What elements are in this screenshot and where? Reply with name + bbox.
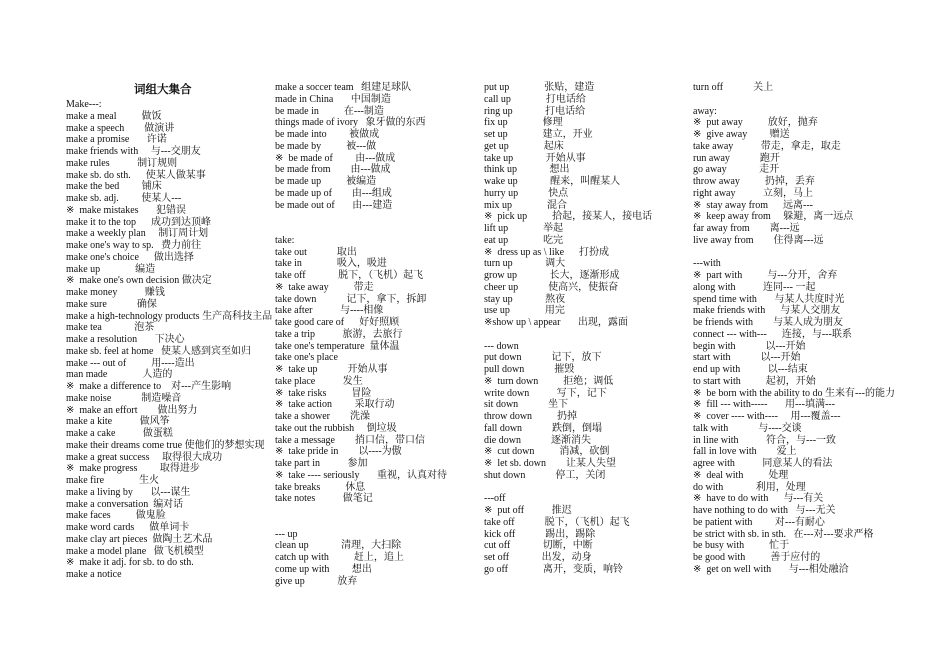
phrase-entry: get up 起床	[484, 140, 564, 152]
phrase-entry: fall down 跌倒，倒塌	[484, 422, 603, 434]
phrase-entry: ※ let sb. down 让某人失望	[484, 458, 616, 469]
phrase-entry: be made out of 由---建造	[275, 199, 393, 211]
phrase-entry: use up 用完	[484, 305, 565, 317]
phrase-entry: pull down 摧毁	[484, 364, 575, 375]
phrase-entry: ※ turn down 拒绝；调低	[484, 375, 614, 387]
phrase-entry: stay up 熬夜	[484, 293, 566, 305]
column-4	[693, 82, 903, 576]
phrase-entry: make a kite 做风筝	[66, 416, 170, 428]
phrase-entry: make sb. adj. 使某人---	[66, 193, 182, 204]
phrase-entry: go away 走开	[693, 164, 780, 176]
phrase-entry: make up 编造	[66, 263, 156, 275]
phrase-entry: take a message 捎口信，带口信	[275, 434, 425, 446]
phrase-entry: take breaks 休息	[275, 481, 366, 493]
phrase-entry: give up 放弃	[275, 575, 358, 587]
phrase-entry: make faces 做鬼脸	[66, 510, 166, 522]
spacer	[693, 94, 903, 106]
phrase-entry: ※ have to do with 与---有关	[693, 493, 824, 505]
phrase-entry: connect --- with--- 连接，与---联系	[693, 328, 852, 340]
phrase-entry: make a meal 做饭	[66, 110, 162, 122]
phrase-entry: take off 脱下，（飞机）起飞	[275, 270, 424, 281]
phrase-entry: away:	[693, 105, 717, 117]
phrase-entry: things made of ivory 象牙做的东西	[275, 117, 426, 129]
phrase-entry: make noise 制造噪音	[66, 392, 182, 404]
column-2	[275, 82, 475, 587]
phrase-entry: ※ deal with 处理	[693, 469, 789, 481]
document-title: 词组大集合	[134, 84, 192, 96]
phrase-entry: right away 立刻，马上	[693, 187, 813, 199]
phrase-entry: ※ put off 推迟	[484, 505, 572, 516]
phrase-entry: be patient with 对---有耐心	[693, 516, 825, 528]
phrase-entry: take in 吸入，吸进	[275, 258, 387, 270]
phrase-entry: eat up 吃完	[484, 234, 564, 246]
phrase-entry: turn off 关上	[693, 82, 774, 93]
phrase-entry: take out the rubbish 倒垃圾	[275, 422, 397, 434]
phrase-entry: be strict with sb. in sth. 在---对---要求严格	[693, 528, 874, 540]
phrase-entry: call up 打电话给	[484, 93, 586, 105]
phrase-entry: kick off 踢出，踢除	[484, 528, 596, 540]
phrase-entry: talk with 与----交谈	[693, 422, 802, 434]
phrase-entry: grow up 长大，逐渐形成	[484, 270, 620, 281]
phrase-entry: start with 以---开始	[693, 352, 801, 364]
phrase-entry: ※ make a difference to 对---产生影响	[66, 381, 232, 392]
phrase-entry: make money 赚钱	[66, 287, 165, 298]
phrase-entry: take part in 参加	[275, 458, 368, 469]
phrase-entry: take away 带走，拿走，取走	[693, 140, 841, 152]
phrase-entry: catch up with 赶上，追上	[275, 552, 404, 563]
phrase-entry: make a weekly plan 制订周计划	[66, 228, 209, 240]
phrase-entry: ※ make it adj. for sb. to do sth.	[66, 557, 194, 569]
phrase-entry: mix up 混合	[484, 199, 568, 211]
phrase-entry: be made into 被做成	[275, 129, 380, 140]
phrase-entry: make a soccer team 组建足球队	[275, 82, 412, 93]
phrase-entry: make the bed 铺床	[66, 181, 162, 193]
phrase-entry: run away 跑开	[693, 152, 780, 164]
phrase-entry: ※ get on well with 与---相处融洽	[693, 563, 849, 575]
phrase-entry: man made 人造的	[66, 369, 173, 381]
phrase-entry: along with 连同--- 一起	[693, 281, 816, 293]
phrase-entry: ※ keep away from 躲避，离一远点	[693, 211, 854, 223]
phrase-entry: ※ put away 放好，抛弃	[693, 117, 818, 129]
phrase-entry: make clay art pieces 做陶土艺术品	[66, 533, 213, 545]
phrase-entry: agree with 同意某人的看法	[693, 458, 833, 469]
phrase-entry: be made by 被---做	[275, 140, 377, 152]
phrase-entry: ※show up \ appear 出现，露面	[484, 317, 628, 328]
phrase-entry: be friends with 与某人成为朋友	[693, 317, 843, 328]
phrase-entry: make one's choice 做出选择	[66, 251, 194, 263]
phrase-entry: turn up 调大	[484, 258, 566, 270]
phrase-entry: go off 离开，变质，响铃	[484, 563, 623, 575]
phrase-entry: put down 记下，放下	[484, 352, 602, 364]
phrase-entry: make one's way to sp. 费力前往	[66, 240, 202, 251]
phrase-entry: ※ stay away from 远离---	[693, 199, 814, 211]
phrase-entry: ※ take action 采取行动	[275, 399, 395, 411]
phrase-entry: take notes 做笔记	[275, 493, 373, 505]
phrase-entry: make a speech 做演讲	[66, 122, 175, 134]
phrase-entry: lift up 举起	[484, 223, 564, 234]
phrase-entry: hurry up 快点	[484, 187, 569, 199]
spacer	[275, 211, 475, 223]
phrase-entry: end up with 以---结束	[693, 364, 808, 375]
phrase-entry: die down 逐渐消失	[484, 434, 591, 446]
phrase-entry: clean up 清理，大扫除	[275, 540, 402, 552]
phrase-entry: take:	[275, 234, 295, 246]
phrase-entry: make a great success 取得很大成功	[66, 451, 223, 463]
phrase-entry: begin with 以---开始	[693, 340, 806, 352]
phrase-entry: ※ be born with the ability to do 生来有---的能力	[693, 387, 895, 399]
phrase-entry: be made up of 由---组成	[275, 187, 392, 199]
phrase-entry: make a resolution 下决心	[66, 334, 185, 345]
phrase-entry: take down 记下，拿下，拆卸	[275, 293, 427, 305]
phrase-entry: ※ take pride in 以----为傲	[275, 446, 402, 458]
phrase-entry: make a model plane 做飞机模型	[66, 545, 204, 557]
phrase-entry: made in China 中国制造	[275, 93, 391, 105]
phrase-entry: take out 取出	[275, 246, 357, 258]
phrase-entry: make friends with 与某人交朋友	[693, 305, 841, 317]
phrase-entry: in line with 符合，与---一致	[693, 434, 837, 446]
phrase-entry: ---with	[693, 258, 721, 270]
phrase-entry: shut down 停工，关闭	[484, 469, 606, 481]
column-3	[484, 82, 689, 576]
phrase-entry: ※ fill --- with----- 用---填满---	[693, 399, 835, 411]
phrase-entry: have nothing to do with 与---无关	[693, 505, 836, 516]
phrase-entry: do with 利用，处理	[693, 481, 806, 493]
phrase-entry: make a promise 许诺	[66, 134, 167, 146]
phrase-entry: throw down 扔掉	[484, 411, 578, 422]
phrase-entry: think up 想出	[484, 164, 570, 176]
phrase-entry: spend time with 与某人共度时光	[693, 293, 845, 305]
phrase-entry: take place 发生	[275, 375, 363, 387]
spacer	[693, 247, 903, 259]
phrase-entry: ※ cover ---- with---- 用---覆盖---	[693, 411, 841, 422]
phrase-entry: be good with 善于应付的	[693, 552, 821, 563]
phrase-entry: make tea 泡茶	[66, 322, 155, 334]
phrase-entry: ※ take risks 冒险	[275, 387, 372, 399]
phrase-entry: ※ make one's own decision 做决定	[66, 275, 212, 287]
phrase-entry: make their dreams come true 使他们的梦想实现	[66, 439, 265, 451]
phrase-entry: fix up 修理	[484, 117, 563, 129]
phrase-entry: be made up 被编造	[275, 176, 377, 187]
phrase-entry: make a cake 做蛋糕	[66, 428, 173, 439]
phrase-entry: set up 建立，开业	[484, 129, 593, 140]
phrase-entry: --- down	[484, 340, 519, 352]
phrase-entry: take up 开始从事	[484, 152, 586, 164]
phrase-entry: be made in 在---制造	[275, 105, 384, 117]
phrase-entry: put up 张贴，建造	[484, 82, 595, 93]
phrase-entry: fall in love with 爱上	[693, 446, 797, 458]
phrase-entry: make a conversation 编对话	[66, 498, 184, 510]
spacer	[275, 505, 475, 517]
spacer	[275, 223, 475, 235]
phrase-entry: sit down 坐下	[484, 399, 569, 411]
phrase-entry: write down 写下，记下	[484, 387, 607, 399]
phrase-entry: ※ be made of 由---做成	[275, 152, 396, 164]
phrase-entry: ※ cut down 消减，砍倒	[484, 446, 610, 458]
phrase-entry: take after 与----相像	[275, 305, 384, 317]
phrase-entry: ---off	[484, 493, 506, 505]
phrase-entry: make friends with 与---交朋友	[66, 146, 201, 157]
phrase-entry: ring up 打电话给	[484, 105, 586, 117]
phrase-entry: live away from 住得离---远	[693, 234, 824, 246]
phrase-entry: ※ part with 与---分开，舍弃	[693, 270, 838, 281]
phrase-entry: make a living by 以---谋生	[66, 486, 191, 498]
phrase-entry: take one's place	[275, 352, 338, 364]
phrase-entry: set off 出发，动身	[484, 552, 592, 563]
phrase-entry: make a high-technology products 生产高科技主品	[66, 310, 273, 322]
phrase-entry: wake up 醒来，叫醒某人	[484, 176, 621, 187]
phrase-entry: take good care of 好好照顾	[275, 317, 400, 328]
phrase-entry: make sure 确保	[66, 298, 157, 310]
phrase-entry: ※ take up 开始从事	[275, 364, 388, 375]
phrase-entry: throw away 扔掉，丢弃	[693, 176, 815, 187]
phrase-entry: be busy with 忙于	[693, 540, 790, 552]
phrase-entry: come up with 想出	[275, 563, 372, 575]
phrase-entry: --- up	[275, 528, 298, 540]
phrase-entry: take a trip 旅游，去旅行	[275, 328, 403, 340]
spacer	[484, 482, 689, 494]
phrase-entry: ※ make mistakes 犯错误	[66, 204, 187, 216]
phrase-entry: far away from 离---远	[693, 223, 800, 234]
phrase-entry: be made from 由---做成	[275, 164, 391, 176]
spacer	[275, 517, 475, 529]
phrase-entry: cut off 切断，中断	[484, 540, 593, 552]
phrase-entry: make --- out of 用----造出	[66, 357, 195, 369]
phrase-entry: take one's temperature 量体温	[275, 340, 400, 352]
phrase-entry: make fire 生火	[66, 475, 160, 486]
phrase-entry: make a notice	[66, 569, 122, 580]
phrase-entry: ※ make an effort 做出努力	[66, 404, 198, 416]
column-1	[66, 82, 273, 581]
phrase-entry: make word cards 做单词卡	[66, 522, 190, 533]
phrase-entry: ※ give away 赠送	[693, 129, 790, 140]
phrase-entry: ※ dress up as \ like 打扮成	[484, 246, 610, 258]
phrase-entry: make it to the top 成功到达顶峰	[66, 216, 211, 228]
phrase-entry: take off 脱下，（飞机）起飞	[484, 516, 630, 528]
phrase-entry: ※ make progress 取得进步	[66, 463, 200, 475]
phrase-entry: make sb. do sth. 使某人做某事	[66, 169, 206, 181]
phrase-entry: Make---:	[66, 99, 102, 110]
phrase-entry: make sb. feel at home 使某人感到宾至如归	[66, 345, 251, 357]
spacer	[484, 329, 689, 341]
phrase-entry: ※ take away 带走	[275, 281, 374, 293]
phrase-entry: ※ pick up 拾起，接某人，接电话	[484, 211, 653, 223]
phrase-entry: make rules 制订规则	[66, 157, 178, 169]
phrase-entry: to start with 起初，开始	[693, 375, 816, 387]
phrase-entry: ※ take ---- seriously 重视，认真对待	[275, 469, 447, 481]
phrase-entry: cheer up 使高兴，使振奋	[484, 281, 619, 293]
phrase-entry: take a shower 洗澡	[275, 411, 370, 422]
